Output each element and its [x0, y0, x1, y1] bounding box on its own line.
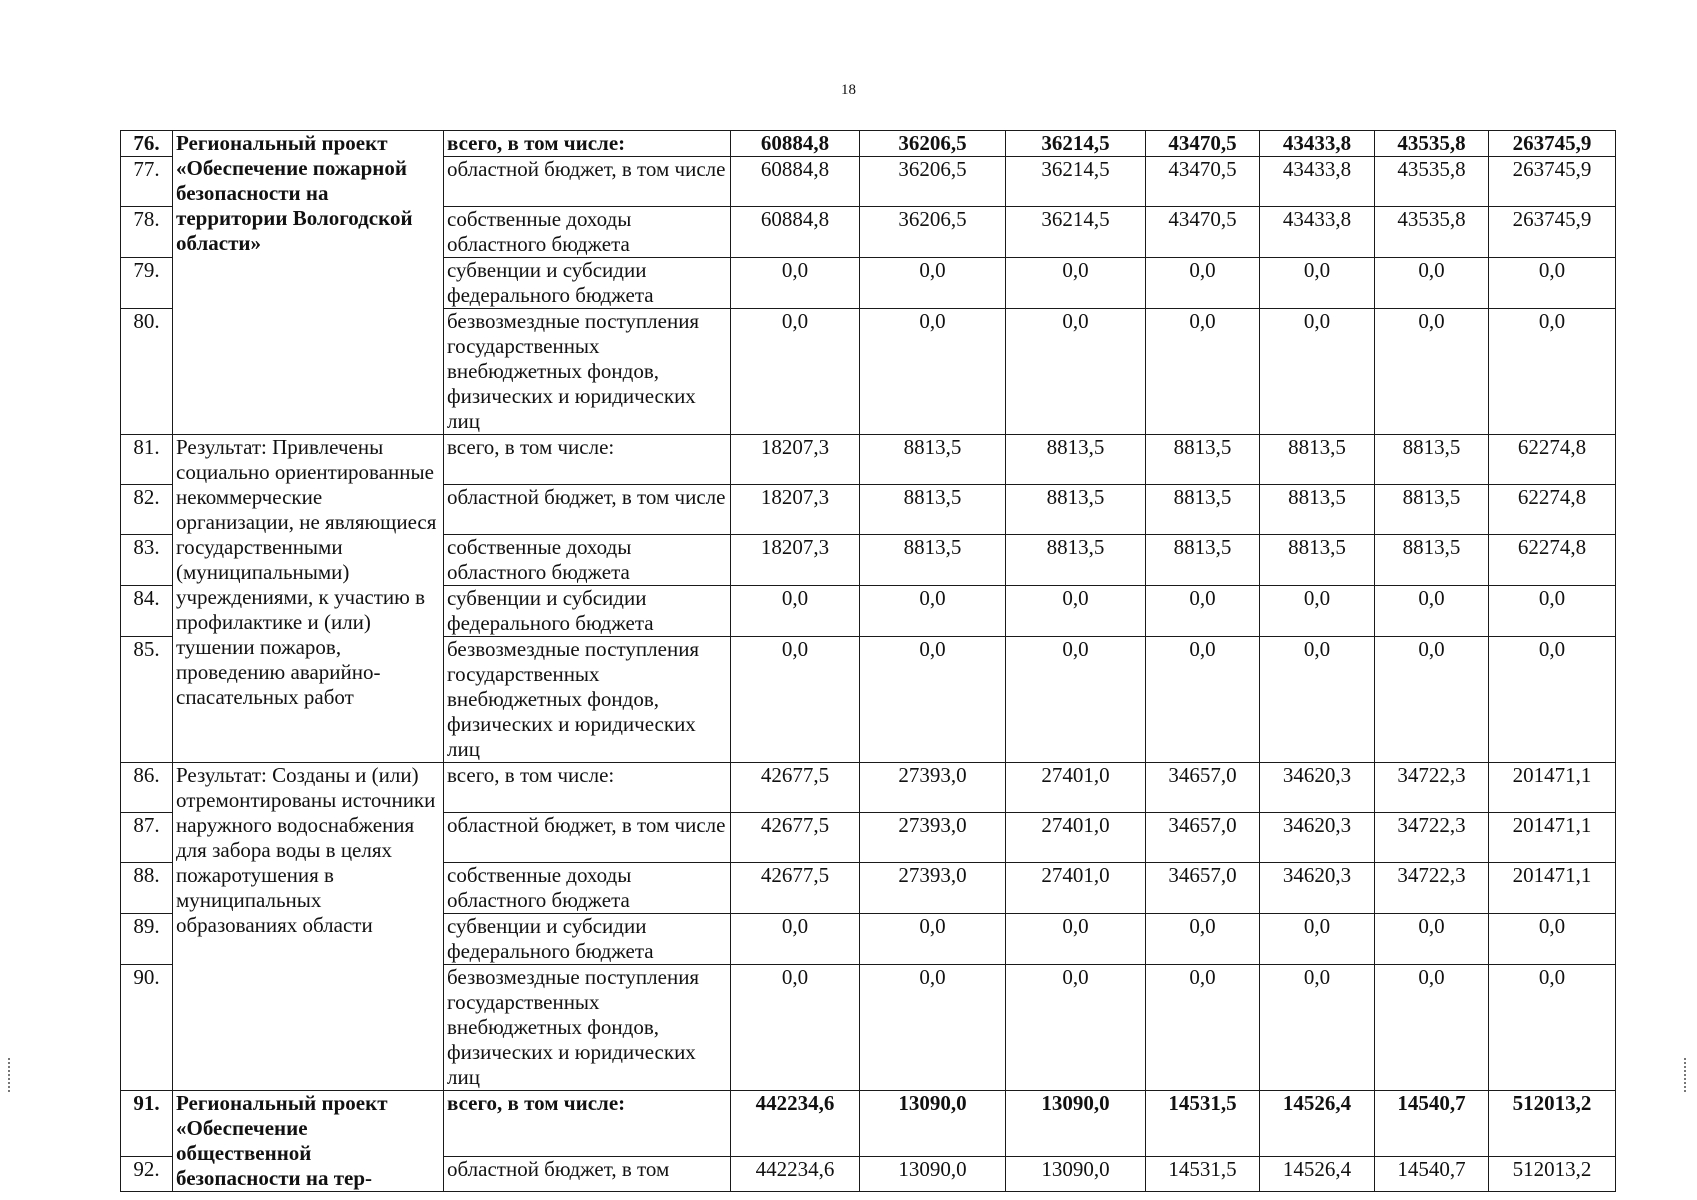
amount-cell: 8813,5 — [1260, 435, 1375, 485]
table-row — [121, 763, 1616, 813]
table-row — [121, 1091, 1616, 1157]
amount-cell: 0,0 — [860, 258, 1006, 309]
amount-cell: 0,0 — [1146, 309, 1260, 435]
event-description-cell: Результат: Привлечены социально ориентированные некоммерческие организации, не являющиеся государственными (муниципальными) учреждениями, к участию в профилактике и (или) тушении пожаров, проведению аварийно-спасательных работ — [173, 435, 444, 763]
funding-source-cell: всего, в том числе: — [444, 1091, 731, 1157]
amount-cell: 36206,5 — [860, 131, 1006, 157]
amount-cell: 0,0 — [731, 309, 860, 435]
amount-cell: 43535,8 — [1375, 131, 1489, 157]
row-number-cell: 86. — [121, 763, 173, 813]
funding-source-cell: безвозмездные поступления государственных внебюджетных фондов, физических и юридических лиц — [444, 965, 731, 1091]
amount-cell: 14526,4 — [1260, 1091, 1375, 1157]
amount-cell: 13090,0 — [1006, 1091, 1146, 1157]
amount-cell: 27393,0 — [860, 813, 1006, 863]
amount-cell: 8813,5 — [1375, 435, 1489, 485]
amount-cell: 0,0 — [1260, 637, 1375, 763]
amount-cell: 8813,5 — [1146, 535, 1260, 586]
right-margin-mark — [1684, 1058, 1688, 1092]
amount-cell: 14526,4 — [1260, 1157, 1375, 1192]
amount-cell: 0,0 — [731, 965, 860, 1091]
amount-cell: 27401,0 — [1006, 863, 1146, 914]
row-number-cell: 83. — [121, 535, 173, 586]
amount-cell: 263745,9 — [1489, 157, 1616, 207]
table-row — [121, 435, 1616, 485]
amount-cell: 0,0 — [731, 586, 860, 637]
amount-cell: 0,0 — [1146, 914, 1260, 965]
amount-cell: 8813,5 — [1006, 435, 1146, 485]
funding-source-cell: областной бюджет, в том числе — [444, 813, 731, 863]
row-number-cell: 90. — [121, 965, 173, 1091]
amount-cell: 8813,5 — [1146, 485, 1260, 535]
amount-cell: 43433,8 — [1260, 131, 1375, 157]
row-number-cell: 88. — [121, 863, 173, 914]
amount-cell: 0,0 — [1489, 914, 1616, 965]
amount-cell: 34657,0 — [1146, 863, 1260, 914]
amount-cell: 0,0 — [860, 309, 1006, 435]
amount-cell: 43470,5 — [1146, 157, 1260, 207]
funding-source-cell: безвозмездные поступления государственных внебюджетных фондов, физических и юридических лиц — [444, 309, 731, 435]
amount-cell: 36206,5 — [860, 207, 1006, 258]
amount-cell: 60884,8 — [731, 131, 860, 157]
amount-cell: 0,0 — [860, 965, 1006, 1091]
amount-cell: 0,0 — [1146, 586, 1260, 637]
amount-cell: 512013,2 — [1489, 1091, 1616, 1157]
amount-cell: 27393,0 — [860, 863, 1006, 914]
amount-cell: 43535,8 — [1375, 207, 1489, 258]
amount-cell: 0,0 — [731, 637, 860, 763]
amount-cell: 0,0 — [1489, 258, 1616, 309]
amount-cell: 512013,2 — [1489, 1157, 1616, 1192]
amount-cell: 42677,5 — [731, 763, 860, 813]
amount-cell: 0,0 — [1006, 309, 1146, 435]
amount-cell: 8813,5 — [1260, 535, 1375, 586]
funding-source-cell: всего, в том числе: — [444, 435, 731, 485]
amount-cell: 8813,5 — [1146, 435, 1260, 485]
row-number-cell: 87. — [121, 813, 173, 863]
row-number-cell: 76. — [121, 131, 173, 157]
amount-cell: 13090,0 — [1006, 1157, 1146, 1192]
amount-cell: 0,0 — [1375, 965, 1489, 1091]
amount-cell: 18207,3 — [731, 535, 860, 586]
page-number: 18 — [841, 82, 856, 98]
amount-cell: 8813,5 — [1375, 535, 1489, 586]
funding-source-cell: субвенции и субсидии федерального бюджета — [444, 586, 731, 637]
amount-cell: 8813,5 — [860, 435, 1006, 485]
row-number-cell: 84. — [121, 586, 173, 637]
amount-cell: 442234,6 — [731, 1157, 860, 1192]
amount-cell: 43470,5 — [1146, 207, 1260, 258]
amount-cell: 0,0 — [1146, 965, 1260, 1091]
amount-cell: 0,0 — [860, 914, 1006, 965]
amount-cell: 36214,5 — [1006, 207, 1146, 258]
amount-cell: 60884,8 — [731, 157, 860, 207]
amount-cell: 34620,3 — [1260, 813, 1375, 863]
row-number-cell: 77. — [121, 157, 173, 207]
amount-cell: 0,0 — [1006, 965, 1146, 1091]
amount-cell: 18207,3 — [731, 485, 860, 535]
row-number-cell: 81. — [121, 435, 173, 485]
amount-cell: 34722,3 — [1375, 863, 1489, 914]
amount-cell: 0,0 — [1260, 258, 1375, 309]
funding-source-cell: областной бюджет, в том числе — [444, 157, 731, 207]
amount-cell: 0,0 — [1006, 914, 1146, 965]
funding-source-cell: всего, в том числе: — [444, 131, 731, 157]
row-number-cell: 89. — [121, 914, 173, 965]
funding-source-cell: всего, в том числе: — [444, 763, 731, 813]
funding-source-cell: собственные доходы областного бюджета — [444, 863, 731, 914]
amount-cell: 34620,3 — [1260, 763, 1375, 813]
amount-cell: 0,0 — [1375, 637, 1489, 763]
amount-cell: 0,0 — [1006, 586, 1146, 637]
amount-cell: 42677,5 — [731, 813, 860, 863]
amount-cell: 34657,0 — [1146, 813, 1260, 863]
amount-cell: 0,0 — [1146, 637, 1260, 763]
row-number-cell: 91. — [121, 1091, 173, 1157]
amount-cell: 0,0 — [1375, 258, 1489, 309]
table-row — [121, 131, 1616, 157]
amount-cell: 34722,3 — [1375, 763, 1489, 813]
amount-cell: 62274,8 — [1489, 435, 1616, 485]
amount-cell: 36214,5 — [1006, 131, 1146, 157]
event-description-cell: Региональный проект «Обеспечение общественной безопасности на тер- — [173, 1091, 444, 1192]
amount-cell: 14531,5 — [1146, 1091, 1260, 1157]
amount-cell: 43433,8 — [1260, 157, 1375, 207]
amount-cell: 8813,5 — [1375, 485, 1489, 535]
amount-cell: 8813,5 — [860, 535, 1006, 586]
budget-table-body — [121, 131, 1616, 1192]
funding-source-cell: собственные доходы областного бюджета — [444, 535, 731, 586]
amount-cell: 8813,5 — [1006, 535, 1146, 586]
amount-cell: 43433,8 — [1260, 207, 1375, 258]
amount-cell: 27401,0 — [1006, 813, 1146, 863]
event-description-cell: Результат: Созданы и (или) отремонтированы источники наружного водоснабжения для забора воды в целях пожаротушения в муниципальных образованиях области — [173, 763, 444, 1091]
amount-cell: 0,0 — [1146, 258, 1260, 309]
row-number-cell: 85. — [121, 637, 173, 763]
amount-cell: 42677,5 — [731, 863, 860, 914]
amount-cell: 201471,1 — [1489, 763, 1616, 813]
amount-cell: 34722,3 — [1375, 813, 1489, 863]
amount-cell: 14540,7 — [1375, 1157, 1489, 1192]
amount-cell: 0,0 — [1489, 637, 1616, 763]
amount-cell: 62274,8 — [1489, 535, 1616, 586]
amount-cell: 0,0 — [1260, 965, 1375, 1091]
amount-cell: 0,0 — [1375, 586, 1489, 637]
amount-cell: 27401,0 — [1006, 763, 1146, 813]
amount-cell: 0,0 — [1260, 309, 1375, 435]
amount-cell: 13090,0 — [860, 1157, 1006, 1192]
amount-cell: 8813,5 — [860, 485, 1006, 535]
amount-cell: 8813,5 — [1260, 485, 1375, 535]
amount-cell: 0,0 — [731, 914, 860, 965]
amount-cell: 13090,0 — [860, 1091, 1006, 1157]
amount-cell: 0,0 — [1489, 586, 1616, 637]
amount-cell: 0,0 — [860, 637, 1006, 763]
amount-cell: 263745,9 — [1489, 131, 1616, 157]
event-description-cell: Региональный проект «Обеспечение пожарной безопасности на территории Вологодской области» — [173, 131, 444, 435]
amount-cell: 0,0 — [731, 258, 860, 309]
amount-cell: 34657,0 — [1146, 763, 1260, 813]
amount-cell: 0,0 — [1375, 309, 1489, 435]
amount-cell: 14540,7 — [1375, 1091, 1489, 1157]
amount-cell: 43535,8 — [1375, 157, 1489, 207]
left-margin-mark — [8, 1058, 12, 1092]
amount-cell: 0,0 — [1006, 258, 1146, 309]
amount-cell: 0,0 — [1260, 914, 1375, 965]
funding-source-cell: безвозмездные поступления государственных внебюджетных фондов, физических и юридических лиц — [444, 637, 731, 763]
amount-cell: 8813,5 — [1006, 485, 1146, 535]
amount-cell: 201471,1 — [1489, 863, 1616, 914]
funding-source-cell: субвенции и субсидии федерального бюджета — [444, 258, 731, 309]
funding-source-cell: областной бюджет, в том числе — [444, 485, 731, 535]
amount-cell: 0,0 — [860, 586, 1006, 637]
amount-cell: 0,0 — [1260, 586, 1375, 637]
budget-table — [120, 130, 1616, 1192]
amount-cell: 201471,1 — [1489, 813, 1616, 863]
amount-cell: 0,0 — [1489, 965, 1616, 1091]
amount-cell: 0,0 — [1006, 637, 1146, 763]
amount-cell: 36214,5 — [1006, 157, 1146, 207]
row-number-cell: 78. — [121, 207, 173, 258]
amount-cell: 263745,9 — [1489, 207, 1616, 258]
amount-cell: 34620,3 — [1260, 863, 1375, 914]
row-number-cell: 82. — [121, 485, 173, 535]
amount-cell: 14531,5 — [1146, 1157, 1260, 1192]
amount-cell: 27393,0 — [860, 763, 1006, 813]
amount-cell: 43470,5 — [1146, 131, 1260, 157]
amount-cell: 62274,8 — [1489, 485, 1616, 535]
funding-source-cell: собственные доходы областного бюджета — [444, 207, 731, 258]
row-number-cell: 80. — [121, 309, 173, 435]
row-number-cell: 92. — [121, 1157, 173, 1192]
amount-cell: 0,0 — [1489, 309, 1616, 435]
amount-cell: 0,0 — [1375, 914, 1489, 965]
amount-cell: 442234,6 — [731, 1091, 860, 1157]
funding-source-cell: субвенции и субсидии федерального бюджета — [444, 914, 731, 965]
amount-cell: 60884,8 — [731, 207, 860, 258]
funding-source-cell: областной бюджет, в том — [444, 1157, 731, 1192]
amount-cell: 18207,3 — [731, 435, 860, 485]
amount-cell: 36206,5 — [860, 157, 1006, 207]
row-number-cell: 79. — [121, 258, 173, 309]
